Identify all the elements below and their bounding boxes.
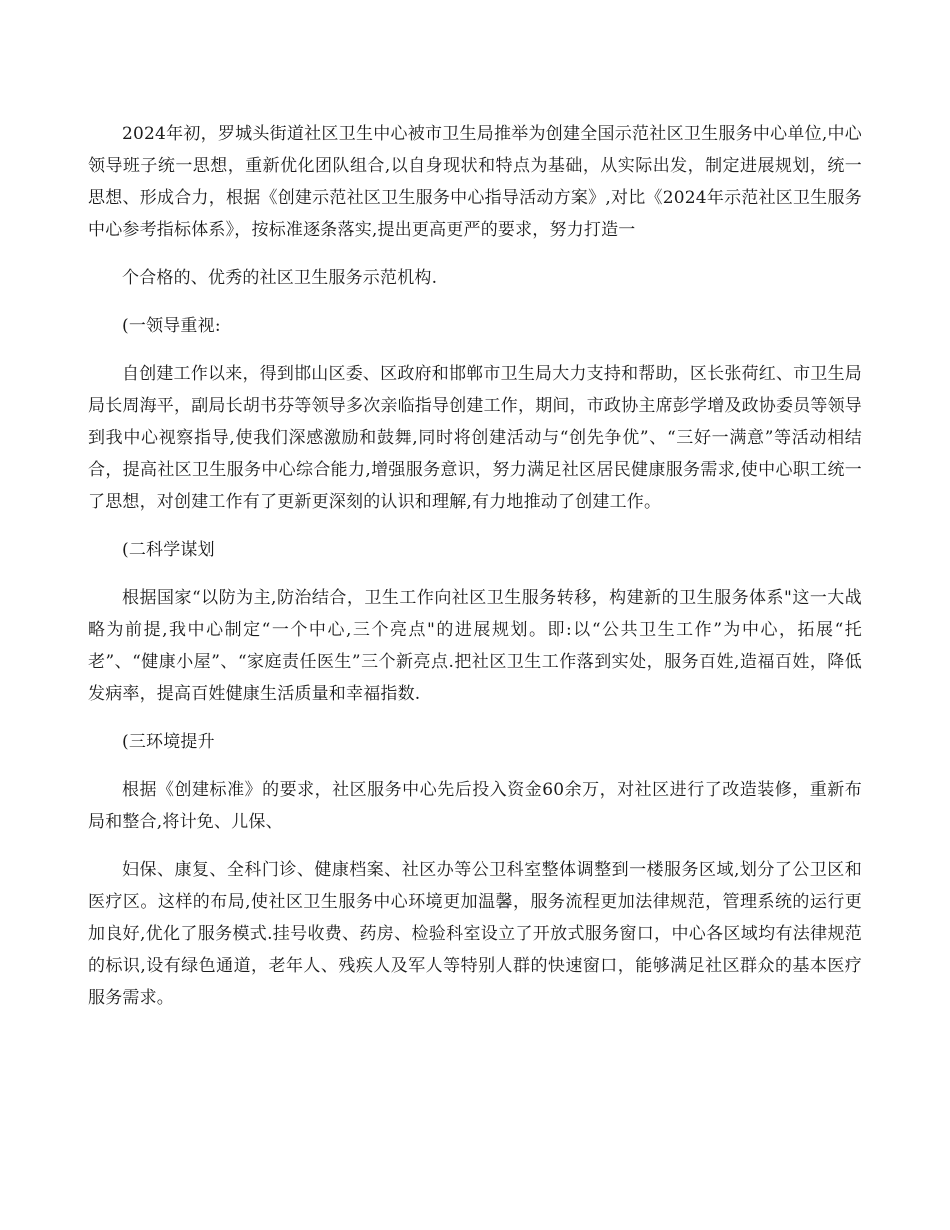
paragraph-intro-continued: 个合格的、优秀的社区卫生服务示范机构. bbox=[122, 268, 438, 288]
paragraph-environment-continued: 妇保、康复、全科门诊、健康档案、社区办等公卫科室整体调整到一楼服务区域,划分了公卫区和医疗区。这样的布局,使社区卫生服务中心环境更加温馨，服务流程更加法律规范，管理系统的运行更加良好,优化了服务模式.挂号收费、药房、检验科室设立了开放式服务窗口，中心各区域均有法律规范的标识,设有绿色通道，老年人、残疾人及军人等特别人群的快速窗口，能够满足社区群众的基本医疗服务需求。 bbox=[88, 860, 862, 1008]
paragraph-planning: 根据国家“以防为主,防治结合，卫生工作向社区卫生服务转移，构建新的卫生服务体系"这一大战略为前提,我中心制定“一个中心,三个亮点"的进展规划。即:以“公共卫生工作”为中心，拓展“托老”、“健康小屋”、“家庭责任医生”三个新亮点.把社区卫生工作落到实处，服务百姓,造福百姓，降低发病率，提高百姓健康生活质量和幸福指数. bbox=[88, 588, 862, 704]
paragraph-environment: 根据《创建标准》的要求，社区服务中心先后投入资金60余万，对社区进行了改造装修，重新布局和整合,将计免、儿保、 bbox=[88, 780, 862, 832]
paragraph-intro: 2024年初，罗城头街道社区卫生中心被市卫生局推举为创建全国示范社区卫生服务中心单位,中心领导班子统一思想，重新优化团队组合,以自身现状和特点为基础，从实际出发，制定进展规划，统一思想、形成合力，根据《创建示范社区卫生服务中心指导活动方案》,对比《2024年示范社区卫生服务中心参考指标体系》，按标准逐条落实,提出更高更严的要求，努力打造一 bbox=[88, 124, 862, 240]
section-heading-environment: (三环境提升 bbox=[122, 732, 215, 752]
section-heading-planning: (二科学谋划 bbox=[122, 540, 215, 560]
section-heading-leadership: (一领导重视: bbox=[122, 316, 221, 336]
paragraph-leadership: 自创建工作以来，得到邯山区委、区政府和邯郸市卫生局大力支持和帮助，区长张荷红、市卫生局局长周海平，副局长胡书芬等领导多次亲临指导创建工作，期间，市政协主席彭学增及政协委员等领导到我中心视察指导,使我们深感激励和鼓舞,同时将创建活动与“创先争优”、“三好一满意”等活动相结合，提高社区卫生服务中心综合能力,增强服务意识，努力满足社区居民健康服务需求,使中心职工统一了思想，对创建工作有了更新更深刻的认识和理解,有力地推动了创建工作。 bbox=[88, 364, 862, 512]
